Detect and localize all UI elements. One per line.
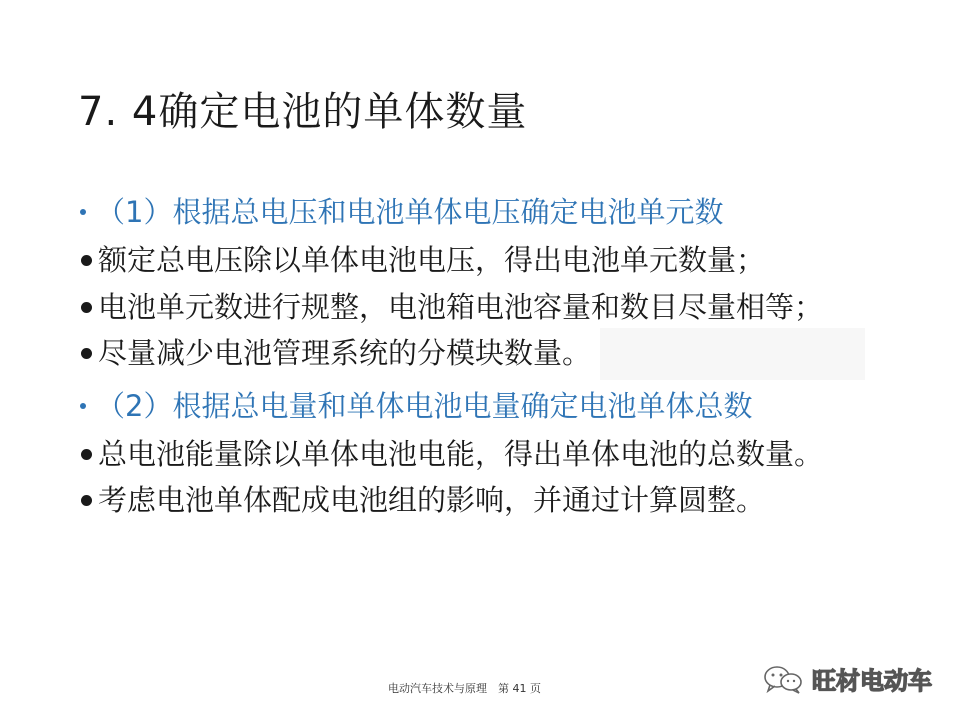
bullet-icon [81, 348, 92, 359]
list-item [78, 333, 591, 373]
list-item-text: 电池单元数进行规整，电池箱电池容量和数目尽量相等； [98, 290, 824, 324]
slide-title: 7. 4确定电池的单体数量 [78, 89, 528, 135]
bullet-icon [81, 302, 92, 313]
highlight-background [600, 328, 865, 380]
list-item-text: 总电池能量除以单体电池电能，得出单体电池的总数量。 [98, 437, 824, 471]
list-item-text: 尽量减少电池管理系统的分模块数量。 [98, 336, 592, 370]
section-heading-text: （1）根据总电压和电池单体电压确定电池单元数 [96, 195, 724, 229]
bullet-icon [81, 449, 92, 460]
bullet-icon [81, 255, 92, 266]
list-item-text: 额定总电压除以单体电池电压，得出电池单元数量； [98, 243, 766, 277]
wechat-icon [762, 664, 804, 694]
list-item [78, 434, 823, 474]
list-item [78, 480, 765, 520]
page-footer: 电动汽车技术与原理 第 41 页 [388, 682, 541, 695]
list-item [78, 287, 823, 327]
list-item-text: 考虑电池单体配成电池组的影响，并通过计算圆整。 [98, 483, 766, 517]
bullet-icon [81, 495, 92, 506]
watermark-text: 旺材电动车 [812, 667, 932, 695]
section-heading-2 [78, 386, 752, 426]
watermark [762, 661, 932, 696]
list-item [78, 240, 765, 280]
bullet-icon [80, 209, 86, 215]
bullet-icon [80, 403, 86, 409]
section-heading-1 [78, 192, 723, 232]
section-heading-text: （2）根据总电量和单体电池电量确定电池单体总数 [96, 389, 753, 423]
